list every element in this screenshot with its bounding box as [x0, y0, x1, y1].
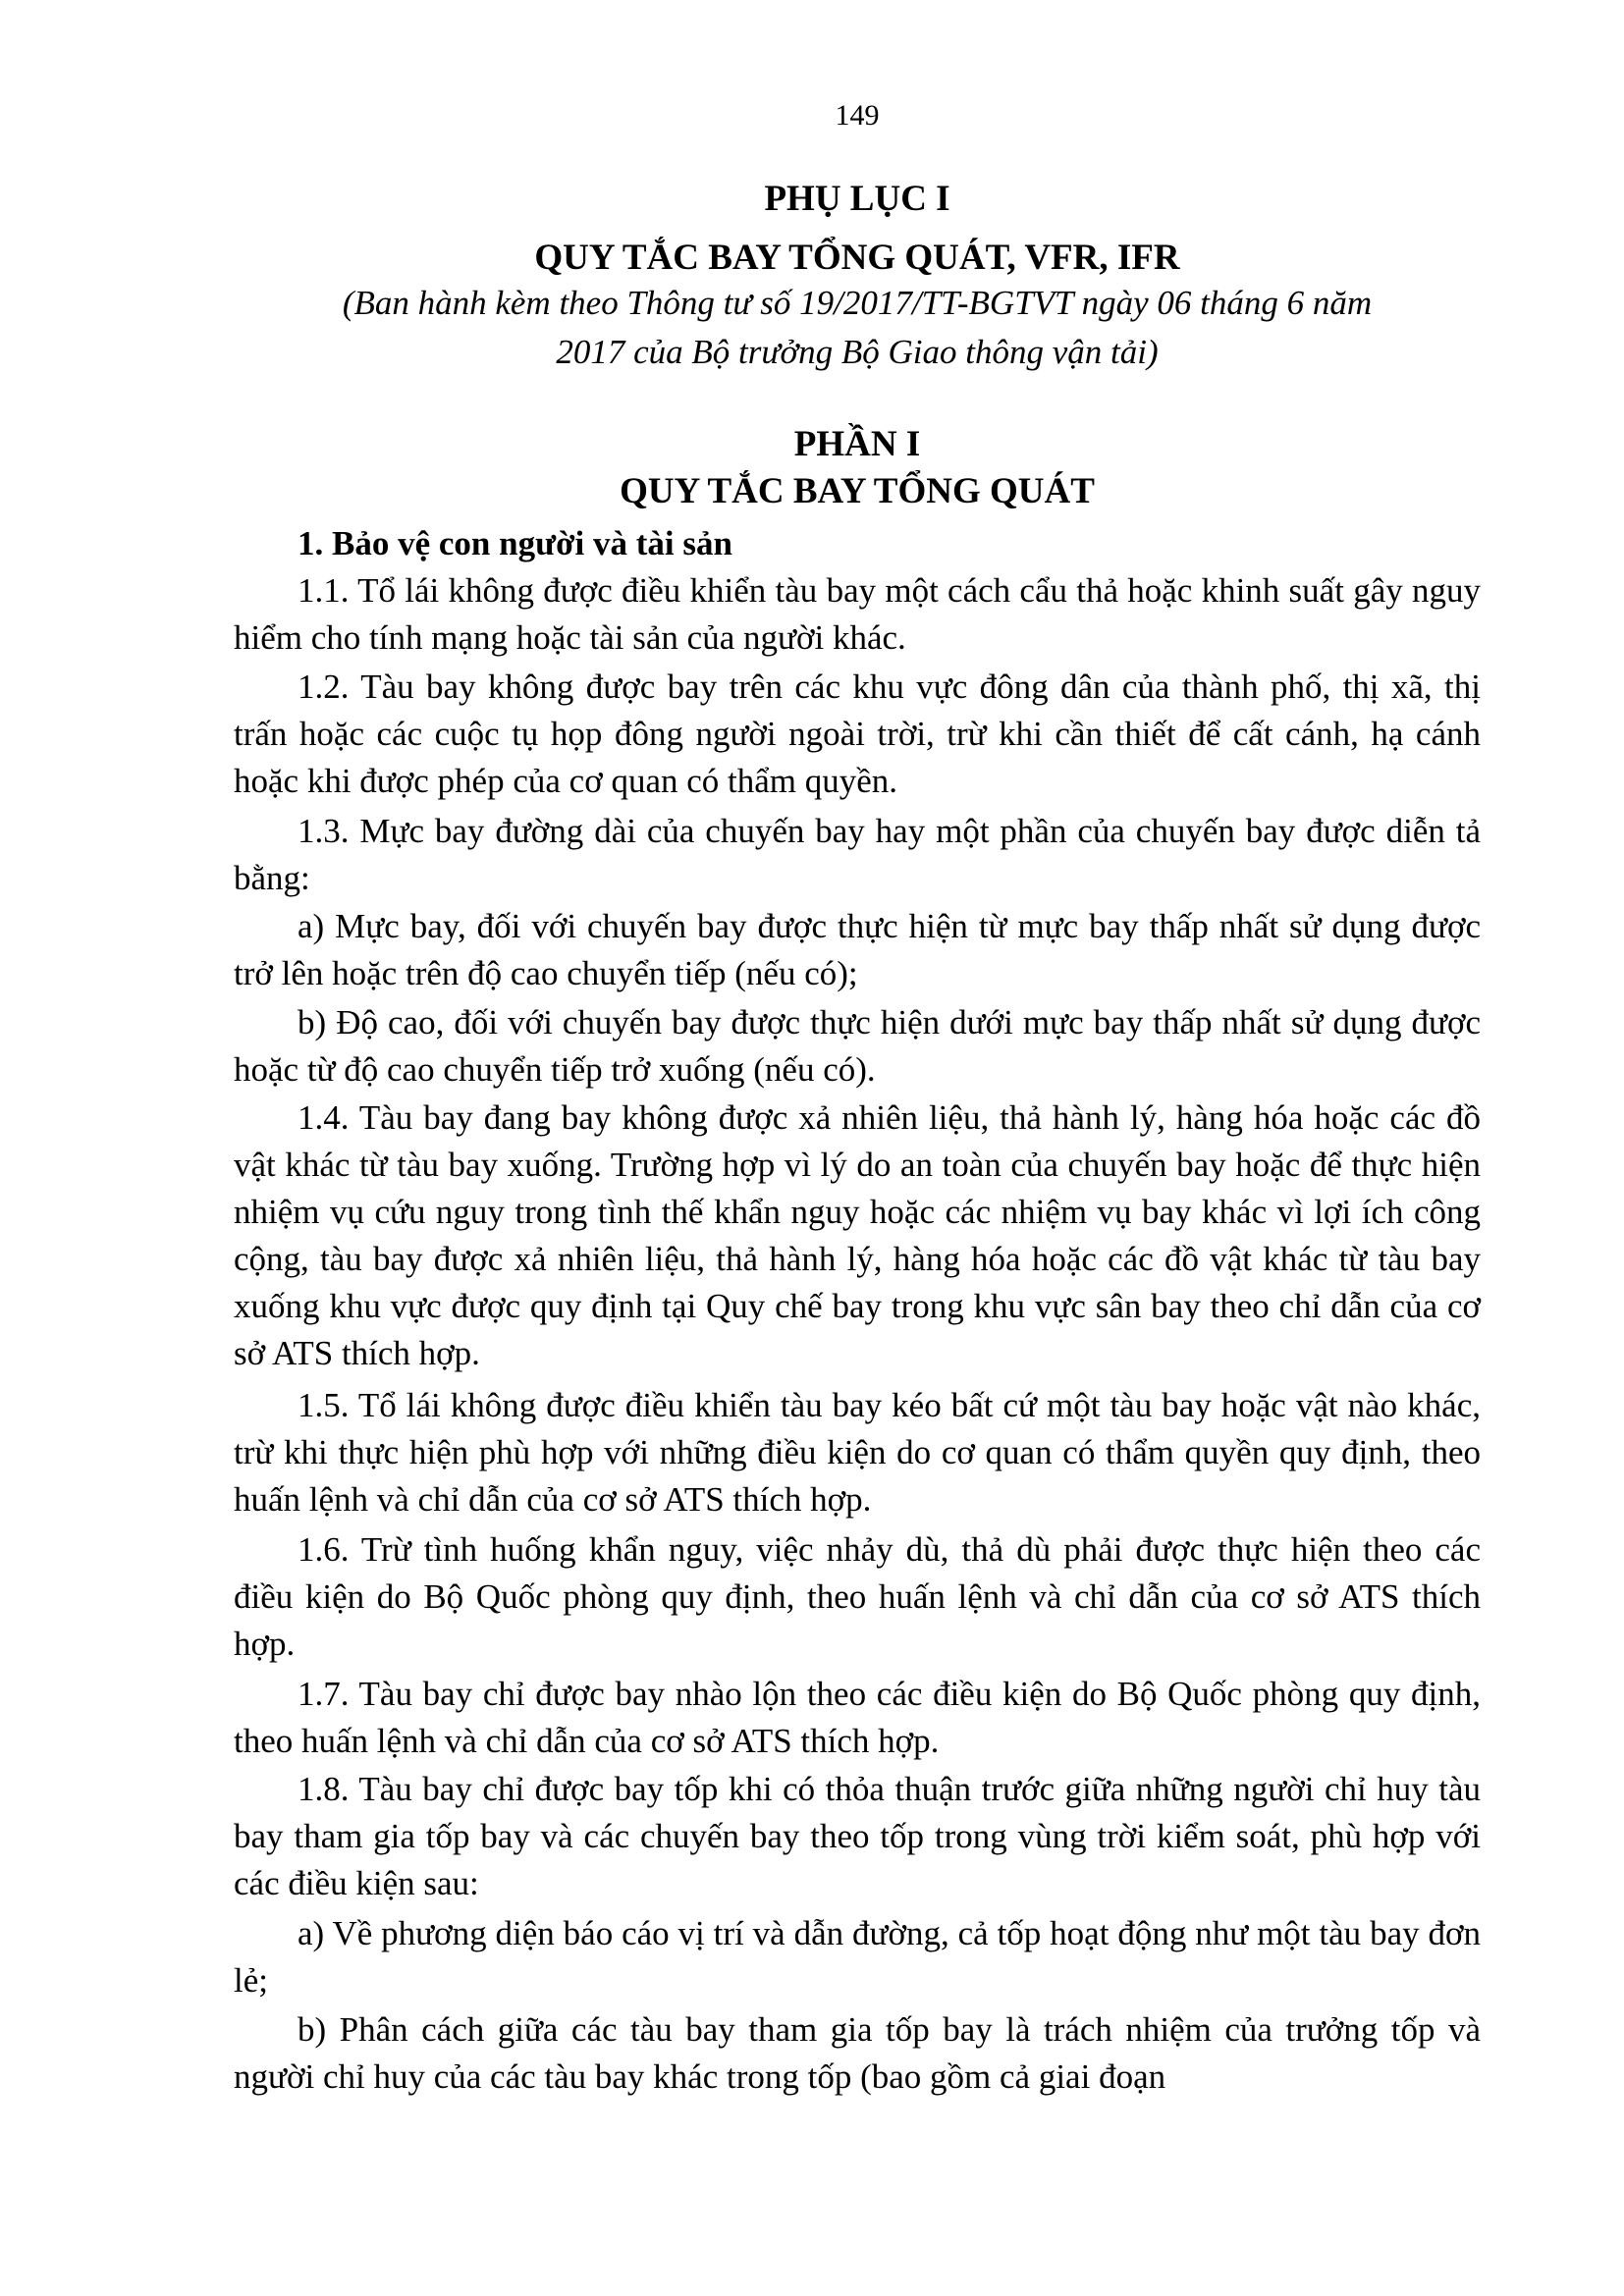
- appendix-title: QUY TẮC BAY TỔNG QUÁT, VFR, IFR: [534, 238, 1180, 278]
- issued-note-line-1: (Ban hành kèm theo Thông tư số 19/2017/TT-BGTVT ngày 06 tháng 6 năm: [342, 284, 1373, 322]
- page-number: 149: [835, 99, 880, 132]
- paragraph-1-6: 1.6. Trừ tình huống khẩn nguy, việc nhảy dù, thả dù phải được thực hiện theo các điều kiện do Bộ Quốc phòng quy định, theo huấn lệnh và chỉ dẫn của cơ sở ATS thích hợp.: [234, 1530, 1481, 1663]
- paragraph-1-3: 1.3. Mực bay đường dài của chuyến bay hay một phần của chuyến bay được diễn tả bằng:: [234, 812, 1481, 897]
- paragraph-1-5: 1.5. Tổ lái không được điều khiển tàu bay kéo bất cứ một tàu bay hoặc vật nào khác, trừ khi thực hiện phù hợp với những điều kiện do cơ quan có thẩm quyền quy định, theo huấn lệnh và chỉ dẫn của cơ sở ATS thích hợp.: [234, 1386, 1481, 1519]
- paragraph-1-7: 1.7. Tàu bay chỉ được bay nhào lộn theo các điều kiện do Bộ Quốc phòng quy định, theo huấn lệnh và chỉ dẫn của cơ sở ATS thích hợp.: [234, 1675, 1481, 1760]
- paragraph-1-2: 1.2. Tàu bay không được bay trên các khu vực đông dân của thành phố, thị xã, thị trấn hoặc các cuộc tụ họp đông người ngoài trời, trừ khi cần thiết để cất cánh, hạ cánh hoặc khi được phép của cơ quan có thẩm quyền.: [234, 667, 1481, 800]
- paragraph-1-1: 1.1. Tổ lái không được điều khiển tàu bay một cách cẩu thả hoặc khinh suất gây nguy hiểm cho tính mạng hoặc tài sản của người khác.: [234, 571, 1481, 657]
- paragraph-1-8-a: a) Về phương diện báo cáo vị trí và dẫn đường, cả tốp hoạt động như một tàu bay đơn lẻ;: [234, 1914, 1481, 2000]
- paragraph-1-8-b: b) Phân cách giữa các tàu bay tham gia tốp bay là trách nhiệm của trưởng tốp và người chỉ huy của các tàu bay khác trong tốp (bao gồm cả giai đoạn: [234, 2010, 1481, 2096]
- part-label: PHẦN I: [793, 424, 921, 464]
- appendix-label: PHỤ LỤC I: [764, 179, 950, 219]
- part-title: QUY TẮC BAY TỔNG QUÁT: [620, 471, 1095, 511]
- paragraph-1-8: 1.8. Tàu bay chỉ được bay tốp khi có thỏa thuận trước giữa những người chỉ huy tàu bay tham gia tốp bay và các chuyến bay theo tốp trong vùng trời kiểm soát, phù hợp với các điều kiện sau:: [234, 1770, 1481, 1902]
- section-heading: 1. Bảo vệ con người và tài sản: [298, 524, 732, 562]
- paragraph-1-3-b: b) Độ cao, đối với chuyến bay được thực hiện dưới mực bay thấp nhất sử dụng được hoặc từ độ cao chuyển tiếp trở xuống (nếu có).: [234, 1003, 1481, 1089]
- issued-note-line-2: 2017 của Bộ trưởng Bộ Giao thông vận tải): [556, 333, 1159, 371]
- paragraph-1-4: 1.4. Tàu bay đang bay không được xả nhiên liệu, thả hành lý, hàng hóa hoặc các đồ vật khác từ tàu bay xuống. Trường hợp vì lý do an toàn của chuyến bay hoặc để thực hiện nhiệm vụ cứu nguy trong tình thế khẩn nguy hoặc các nhiệm vụ bay khác vì lợi ích công cộng, tàu bay được xả nhiên liệu, thả hành lý, hàng hóa hoặc các đồ vật khác từ tàu bay xuống khu vực được quy định tại Quy chế bay trong khu vực sân bay theo chỉ dẫn của cơ sở ATS thích hợp.: [234, 1098, 1481, 1372]
- paragraph-1-3-a: a) Mực bay, đối với chuyến bay được thực hiện từ mực bay thấp nhất sử dụng được trở lên hoặc trên độ cao chuyển tiếp (nếu có);: [234, 907, 1481, 992]
